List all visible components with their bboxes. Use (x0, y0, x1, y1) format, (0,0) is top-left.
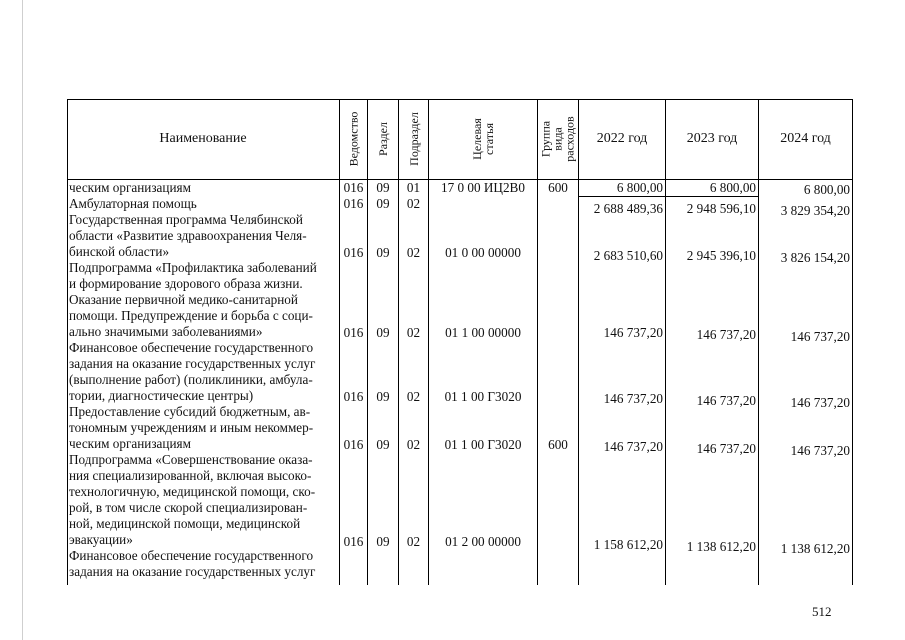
row-section: 09 (376, 534, 390, 549)
row-dept: 016 (343, 437, 364, 452)
row-subsection: 02 (406, 196, 421, 211)
row-name: тономным учреждениям и иным некоммер- (69, 420, 314, 435)
row-2024: 3 826 154,20 (780, 250, 850, 265)
row-subsection: 01 (406, 180, 421, 195)
row-name: ния специализированной, включая высоко- (69, 468, 312, 483)
scan-edge-line (22, 0, 23, 640)
row-name: Подпрограмма «Профилактика заболеваний (69, 260, 317, 275)
header-target-label: Целевая статья (470, 118, 496, 160)
row-dept: 016 (343, 196, 364, 211)
header-subsection-label: Подраздел (406, 112, 421, 166)
row-name: Оказание первичной медико-санитарной (69, 292, 298, 307)
row-2022: 6 800,00 (616, 180, 663, 195)
row-name: эвакуации» (69, 532, 133, 547)
cell-underline (579, 196, 666, 197)
row-subsection: 02 (406, 389, 421, 404)
page-number: 512 (812, 604, 832, 619)
row-name: Предоставление субсидий бюджетным, ав- (69, 404, 311, 419)
row-2022: 146 737,20 (603, 325, 663, 340)
row-2023: 2 948 596,10 (686, 201, 756, 216)
row-name: ческим организациям (69, 180, 191, 195)
row-target: 01 1 00 00000 (445, 325, 521, 340)
row-2022: 146 737,20 (603, 391, 663, 406)
row-2022: 146 737,20 (603, 439, 663, 454)
row-name: Государственная программа Челябинской (69, 212, 303, 227)
row-name: рой, в том числе скорой специализирован- (69, 500, 308, 515)
row-section: 09 (376, 437, 390, 452)
row-name: задания на оказание государственных услуг (69, 564, 316, 579)
row-name: области «Развитие здравоохранения Челя- (69, 228, 307, 243)
row-2023: 6 800,00 (709, 180, 756, 195)
row-2024: 146 737,20 (790, 443, 850, 458)
row-name: (выполнение работ) (поликлиники, амбула- (69, 372, 313, 387)
row-section: 09 (376, 325, 390, 340)
row-name: технологичную, медицинской помощи, ско- (69, 484, 316, 499)
row-2024: 146 737,20 (790, 329, 850, 344)
row-2024: 6 800,00 (803, 182, 850, 197)
row-name: ной, медицинской помощи, медицинской (69, 516, 301, 531)
header-name: Наименование (159, 131, 247, 146)
row-2024: 146 737,20 (790, 395, 850, 410)
row-subsection: 02 (406, 245, 421, 260)
row-dept: 016 (343, 389, 364, 404)
row-dept: 016 (343, 325, 364, 340)
header-2022: 2022 год (596, 131, 648, 146)
header-exp-group (538, 99, 578, 179)
row-exp-group: 600 (548, 180, 568, 195)
header-exp-group-label: Группа вида расходов (539, 116, 577, 162)
row-2023: 146 737,20 (696, 441, 756, 456)
row-name: бинской области» (69, 244, 170, 259)
header-target (429, 99, 537, 179)
header-section (368, 99, 398, 179)
row-name: Финансовое обеспечение государственного (69, 340, 314, 355)
row-subsection: 02 (406, 534, 421, 549)
row-section: 09 (376, 389, 390, 404)
row-2022: 2 688 489,36 (593, 201, 663, 216)
row-name: тории, диагностические центры) (69, 388, 254, 403)
row-2023: 146 737,20 (696, 393, 756, 408)
row-name: Амбулаторная помощь (69, 196, 197, 211)
row-target: 01 2 00 00000 (445, 534, 521, 549)
row-target: 01 0 00 00000 (445, 245, 521, 260)
row-2022: 1 158 612,20 (593, 537, 663, 552)
row-subsection: 02 (406, 325, 421, 340)
row-dept: 016 (343, 180, 364, 195)
header-dept-label: Ведомство (346, 111, 361, 167)
row-name: помощи. Предупреждение и борьба с соци- (69, 308, 313, 323)
row-section: 09 (376, 245, 390, 260)
header-section-label: Раздел (376, 122, 391, 156)
row-2022: 2 683 510,60 (593, 248, 663, 263)
row-section: 09 (376, 196, 390, 211)
row-2023: 2 945 396,10 (686, 248, 756, 263)
row-2024: 1 138 612,20 (780, 541, 850, 556)
cell-underline (666, 196, 758, 197)
row-name: Подпрограмма «Совершенствование оказа- (69, 452, 313, 467)
row-name: ально значимыми заболеваниями» (69, 324, 263, 339)
row-2024: 3 829 354,20 (780, 203, 850, 218)
row-target: 17 0 00 ИЦ2В0 (441, 180, 525, 195)
row-name: ческим организациям (69, 436, 191, 451)
row-target: 01 1 00 Г3020 (444, 389, 522, 404)
header-subsection (399, 99, 428, 179)
row-name: задания на оказание государственных услуг (69, 356, 316, 371)
row-section: 09 (376, 180, 390, 195)
row-target: 01 1 00 Г3020 (444, 437, 522, 452)
row-subsection: 02 (406, 437, 421, 452)
row-exp-group: 600 (548, 437, 568, 452)
row-dept: 016 (343, 534, 364, 549)
row-2023: 1 138 612,20 (686, 539, 756, 554)
row-name: и формирование здорового образа жизни. (69, 276, 303, 291)
header-2024: 2024 год (780, 131, 831, 146)
header-dept (340, 99, 367, 179)
col-border (852, 99, 853, 585)
header-2023: 2023 год (686, 131, 738, 146)
row-2023: 146 737,20 (696, 327, 756, 342)
row-name: Финансовое обеспечение государственного (69, 548, 314, 563)
row-dept: 016 (343, 245, 364, 260)
